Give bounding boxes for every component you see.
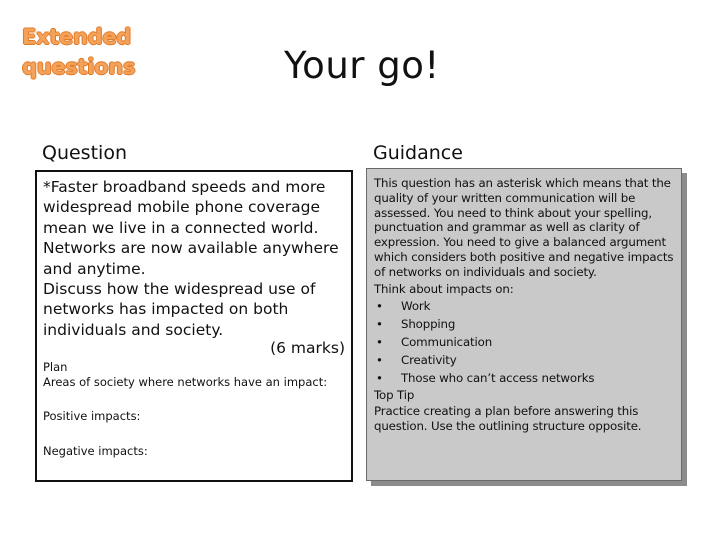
top-tip-text: Practice creating a plan before answering this question. Use the outlining structure opposite.: [374, 404, 642, 434]
plan-subheading: Areas of society where networks have an impact:: [43, 375, 328, 389]
question-box: [35, 170, 353, 482]
guidance-heading: Guidance: [373, 142, 463, 164]
badge-line-1: Extended: [22, 25, 132, 49]
list-item: [374, 352, 675, 370]
positive-impacts-label: Positive impacts:: [43, 409, 141, 423]
page-title: Your go!: [284, 44, 440, 87]
impact-list: [374, 298, 675, 387]
bullet-icon: •: [376, 299, 383, 314]
marks-label: (6 marks): [270, 339, 345, 357]
list-item: [374, 316, 675, 334]
plan-heading: Plan: [43, 360, 68, 374]
bullet-icon: •: [376, 317, 383, 332]
guidance-box: [366, 168, 682, 481]
top-tip-heading: Top Tip: [374, 388, 415, 403]
question-task: Discuss how the widespread use of networks has impacted on both individuals and society.: [43, 280, 316, 339]
question-heading: Question: [42, 142, 127, 164]
bullet-icon: •: [376, 352, 383, 367]
plan-section: [43, 360, 343, 390]
list-item: [374, 298, 675, 316]
list-item: [374, 334, 675, 352]
negative-impacts-label: Negative impacts:: [43, 444, 148, 458]
think-about-label: Think about impacts on:: [374, 281, 514, 296]
bullet-text: Creativity: [401, 352, 457, 367]
badge-line-2: questions: [22, 55, 136, 79]
bullet-icon: •: [376, 334, 383, 349]
extended-questions-badge: [22, 22, 147, 82]
bullet-text: Work: [401, 299, 431, 314]
bullet-text: Communication: [401, 334, 493, 349]
bullet-text: Those who can’t access networks: [401, 370, 595, 385]
question-prompt: *Faster broadband speeds and more widespread mobile phone coverage mean we live in a connected world. Networks are now available anywhere and anytime.: [43, 178, 339, 278]
list-item: [374, 370, 675, 388]
bullet-icon: •: [376, 370, 383, 385]
guidance-intro: This question has an asterisk which means that the quality of your written communication will be assessed. You need to think about your spelling, punctuation and grammar as well as clarity of expression. You need to give a balanced argument which considers both positive and negative impacts of networks on individuals and society.: [374, 176, 674, 279]
bullet-text: Shopping: [401, 317, 456, 332]
